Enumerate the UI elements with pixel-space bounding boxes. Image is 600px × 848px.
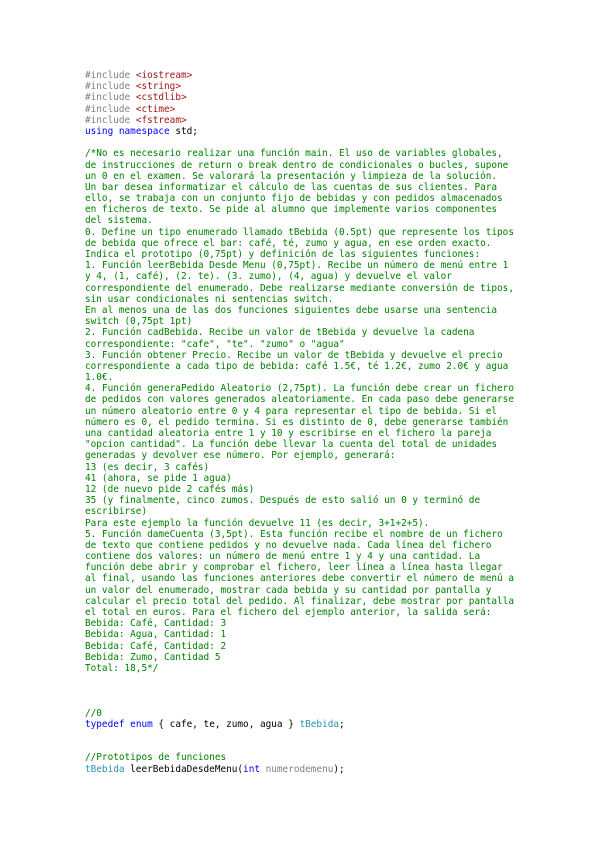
comment-line: 5. Función dameCuenta (3,5pt). Esta función recibe el nombre de un fichero — [85, 528, 503, 540]
enum-keyword: enum — [130, 718, 153, 730]
code-page — [85, 70, 585, 775]
comment-line: escribirse) — [85, 506, 148, 518]
comment-line: de texto que contiene pedidos y no devuelve nada. Cada línea del fichero — [85, 539, 492, 551]
namespace-keyword: namespace — [118, 125, 170, 137]
include-directive: #include — [85, 70, 131, 81]
include-directive: #include — [85, 92, 131, 104]
include-directive: #include — [85, 81, 131, 93]
typedef-keyword: typedef — [85, 718, 125, 730]
include-line — [85, 92, 585, 103]
comment-line: 0. Define un tipo enumerado llamado tBebida (0.5pt) que represente los tipos — [85, 226, 514, 238]
comment-line: del sistema. — [85, 215, 153, 227]
exam-statement-comment — [85, 148, 585, 674]
prototype-line — [85, 764, 585, 775]
comment-line: Bebida: Café, Cantidad: 3 — [85, 618, 227, 630]
blank-line — [85, 730, 585, 741]
include-header: <ctime> — [135, 103, 176, 115]
comment-line: sin usar condicionales ni sentencias switch. — [85, 293, 334, 305]
comment-line: "opcion cantidad". La función debe llevar la cuenta del total de unidades — [85, 439, 498, 451]
comment-line: de bebida que ofrece el bar: café, té, zumo y agua, en ese orden exacto. — [85, 237, 492, 249]
comment-line: Total: 18,5*/ — [85, 662, 159, 674]
comment-line: en ficheros de texto. Se pide al alumno que implemente varios componentes — [85, 204, 498, 216]
comment-line: 1.0€. — [85, 372, 114, 384]
enum-body: { cafe, te, zumo, agua } — [152, 718, 300, 730]
comment-line: correspondiente: "cafe", "te". "zumo" o "agua" — [85, 338, 345, 350]
function-name: leerBebidaDesdeMenu( — [124, 763, 244, 775]
comment-line: al final, usando las funciones anteriores debe convertir el número de menú a — [85, 573, 514, 585]
comment-line: generadas y devolver ese número. Por ejemplo, generará: — [85, 450, 396, 462]
param-name: numerodemenu — [259, 763, 334, 775]
comment-line: /*No es necesario realizar una función main. El uso de variables globales, — [85, 148, 503, 160]
comment-line: Un bar desea informatizar el cálculo de las cuentas de sus clientes. Para — [85, 181, 498, 193]
comment-line: 13 (es decir, 3 cafés) — [85, 461, 210, 473]
comment-line: Indica el prototipo (0,75pt) y definición de las siguientes funciones: — [85, 249, 481, 260]
using-keyword: using — [85, 125, 114, 137]
comment-line: 1. Función leerBebida Desde Menu (0,75pt). Recibe un número de menú entre 1 — [85, 260, 509, 272]
comment-line: 2. Función cadBebida. Recibe un valor de tBebida y devuelve la cadena — [85, 327, 475, 339]
comment-line: y 4, (1, café), (2. te). (3. zumo), (4, agua) y devuelve el valor — [85, 271, 452, 283]
comment-line: un 0 en el examen. Se valorará la presentación y limpieza de la solución. — [85, 170, 498, 182]
include-line — [85, 81, 585, 92]
comment-line: el total en euros. Para el fichero del ejemplo anterior, la salida será: — [85, 607, 492, 618]
statement-end: ); — [333, 763, 345, 775]
blank-line — [85, 674, 585, 685]
comment-line: switch (0,75pt 1pt) — [85, 316, 193, 328]
enum-type-name: tBebida — [299, 718, 340, 730]
comment-line: 4. Función generaPedido Aleatorio (2,75pt). La función debe crear un fichero — [85, 383, 514, 395]
include-header: <iostream> — [135, 70, 193, 81]
comment-line: 35 (y finalmente, cinco zumos. Después de esto salió un 0 y terminó de — [85, 495, 481, 507]
using-namespace-line — [85, 126, 585, 137]
comment-line: Bebida: Zumo, Cantidad 5 — [85, 651, 221, 663]
section-zero-comment: //0 — [85, 707, 102, 719]
include-header: <cstdlib> — [135, 92, 187, 104]
param-type-keyword: int — [243, 763, 260, 775]
blank-line — [85, 685, 585, 696]
comment-line: de pedidos con valores generados aleatoriamente. En cada paso debe generarse — [85, 394, 514, 406]
comment-line: 12 (de nuevo pide 2 cafés más) — [85, 483, 255, 495]
statement-end: ; — [339, 718, 345, 730]
comment-line: número es 0, el pedido termina. Si es distinto de 0, debe generarse también — [85, 416, 509, 428]
comment-line: En al menos una de las dos funciones siguientes debe usarse una sentencia — [85, 304, 498, 316]
include-header: <fstream> — [135, 114, 187, 126]
comment-line: un valor del enumerado, mostrar cada bebida y su cantidad por pantalla y — [85, 584, 492, 596]
include-directive: #include — [85, 114, 131, 126]
comment-line: un número aleatorio entre 0 y 4 para representar el tipo de bebida. Si el — [85, 405, 498, 417]
namespace-name: std; — [169, 125, 198, 137]
comment-line: Bebida: Agua, Cantidad: 1 — [85, 629, 227, 641]
include-header: <string> — [135, 81, 181, 93]
include-directive: #include — [85, 103, 131, 115]
blank-line — [85, 697, 585, 708]
comment-line: ello, se trabaja con un conjunto fijo de bebidas y con pedidos almacenados — [85, 193, 503, 205]
comment-line: Para este ejemplo la función devuelve 11 (es decir, 3+1+2+5). — [85, 517, 430, 529]
prototypes-comment: //Prototipos de funciones — [85, 752, 227, 764]
comment-line: contiene dos valores: un número de menú entre 1 y 4 y una cantidad. La — [85, 551, 481, 563]
comment-line: calcular el precio total del pedido. Al finalizar, debe mostrar por pantalla — [85, 595, 514, 607]
comment-line: de instrucciones de return o break dentro de condicionales o bucles, supone — [85, 159, 509, 171]
comment-line: función debe abrir y comprobar el fichero, leer línea a línea hasta llegar — [85, 562, 503, 574]
include-line — [85, 104, 585, 115]
comment-line: Bebida: Café, Cantidad: 2 — [85, 640, 227, 652]
include-line — [85, 115, 585, 126]
include-line — [85, 70, 585, 81]
comment-line: 41 (ahora, se pide 1 agua) — [85, 472, 232, 484]
include-block — [85, 70, 585, 126]
typedef-enum-line — [85, 719, 585, 730]
return-type: tBebida — [85, 763, 125, 775]
comment-line: 3. Función obtener Precio. Recibe un valor de tBebida y devuelve el precio — [85, 349, 503, 361]
blank-line — [85, 741, 585, 752]
blank-line — [85, 137, 585, 148]
comment-line: una cantidad aleatoria entre 1 y 10 y escribirse en el fichero la pareja — [85, 428, 492, 439]
comment-line: correspondiente del enumerado. Debe realizarse mediante conversión de tipos, — [85, 282, 514, 294]
comment-line: correspondiente a cada tipo de bebida: café 1.5€, té 1.2€, zumo 2.0€ y agua — [85, 360, 509, 372]
